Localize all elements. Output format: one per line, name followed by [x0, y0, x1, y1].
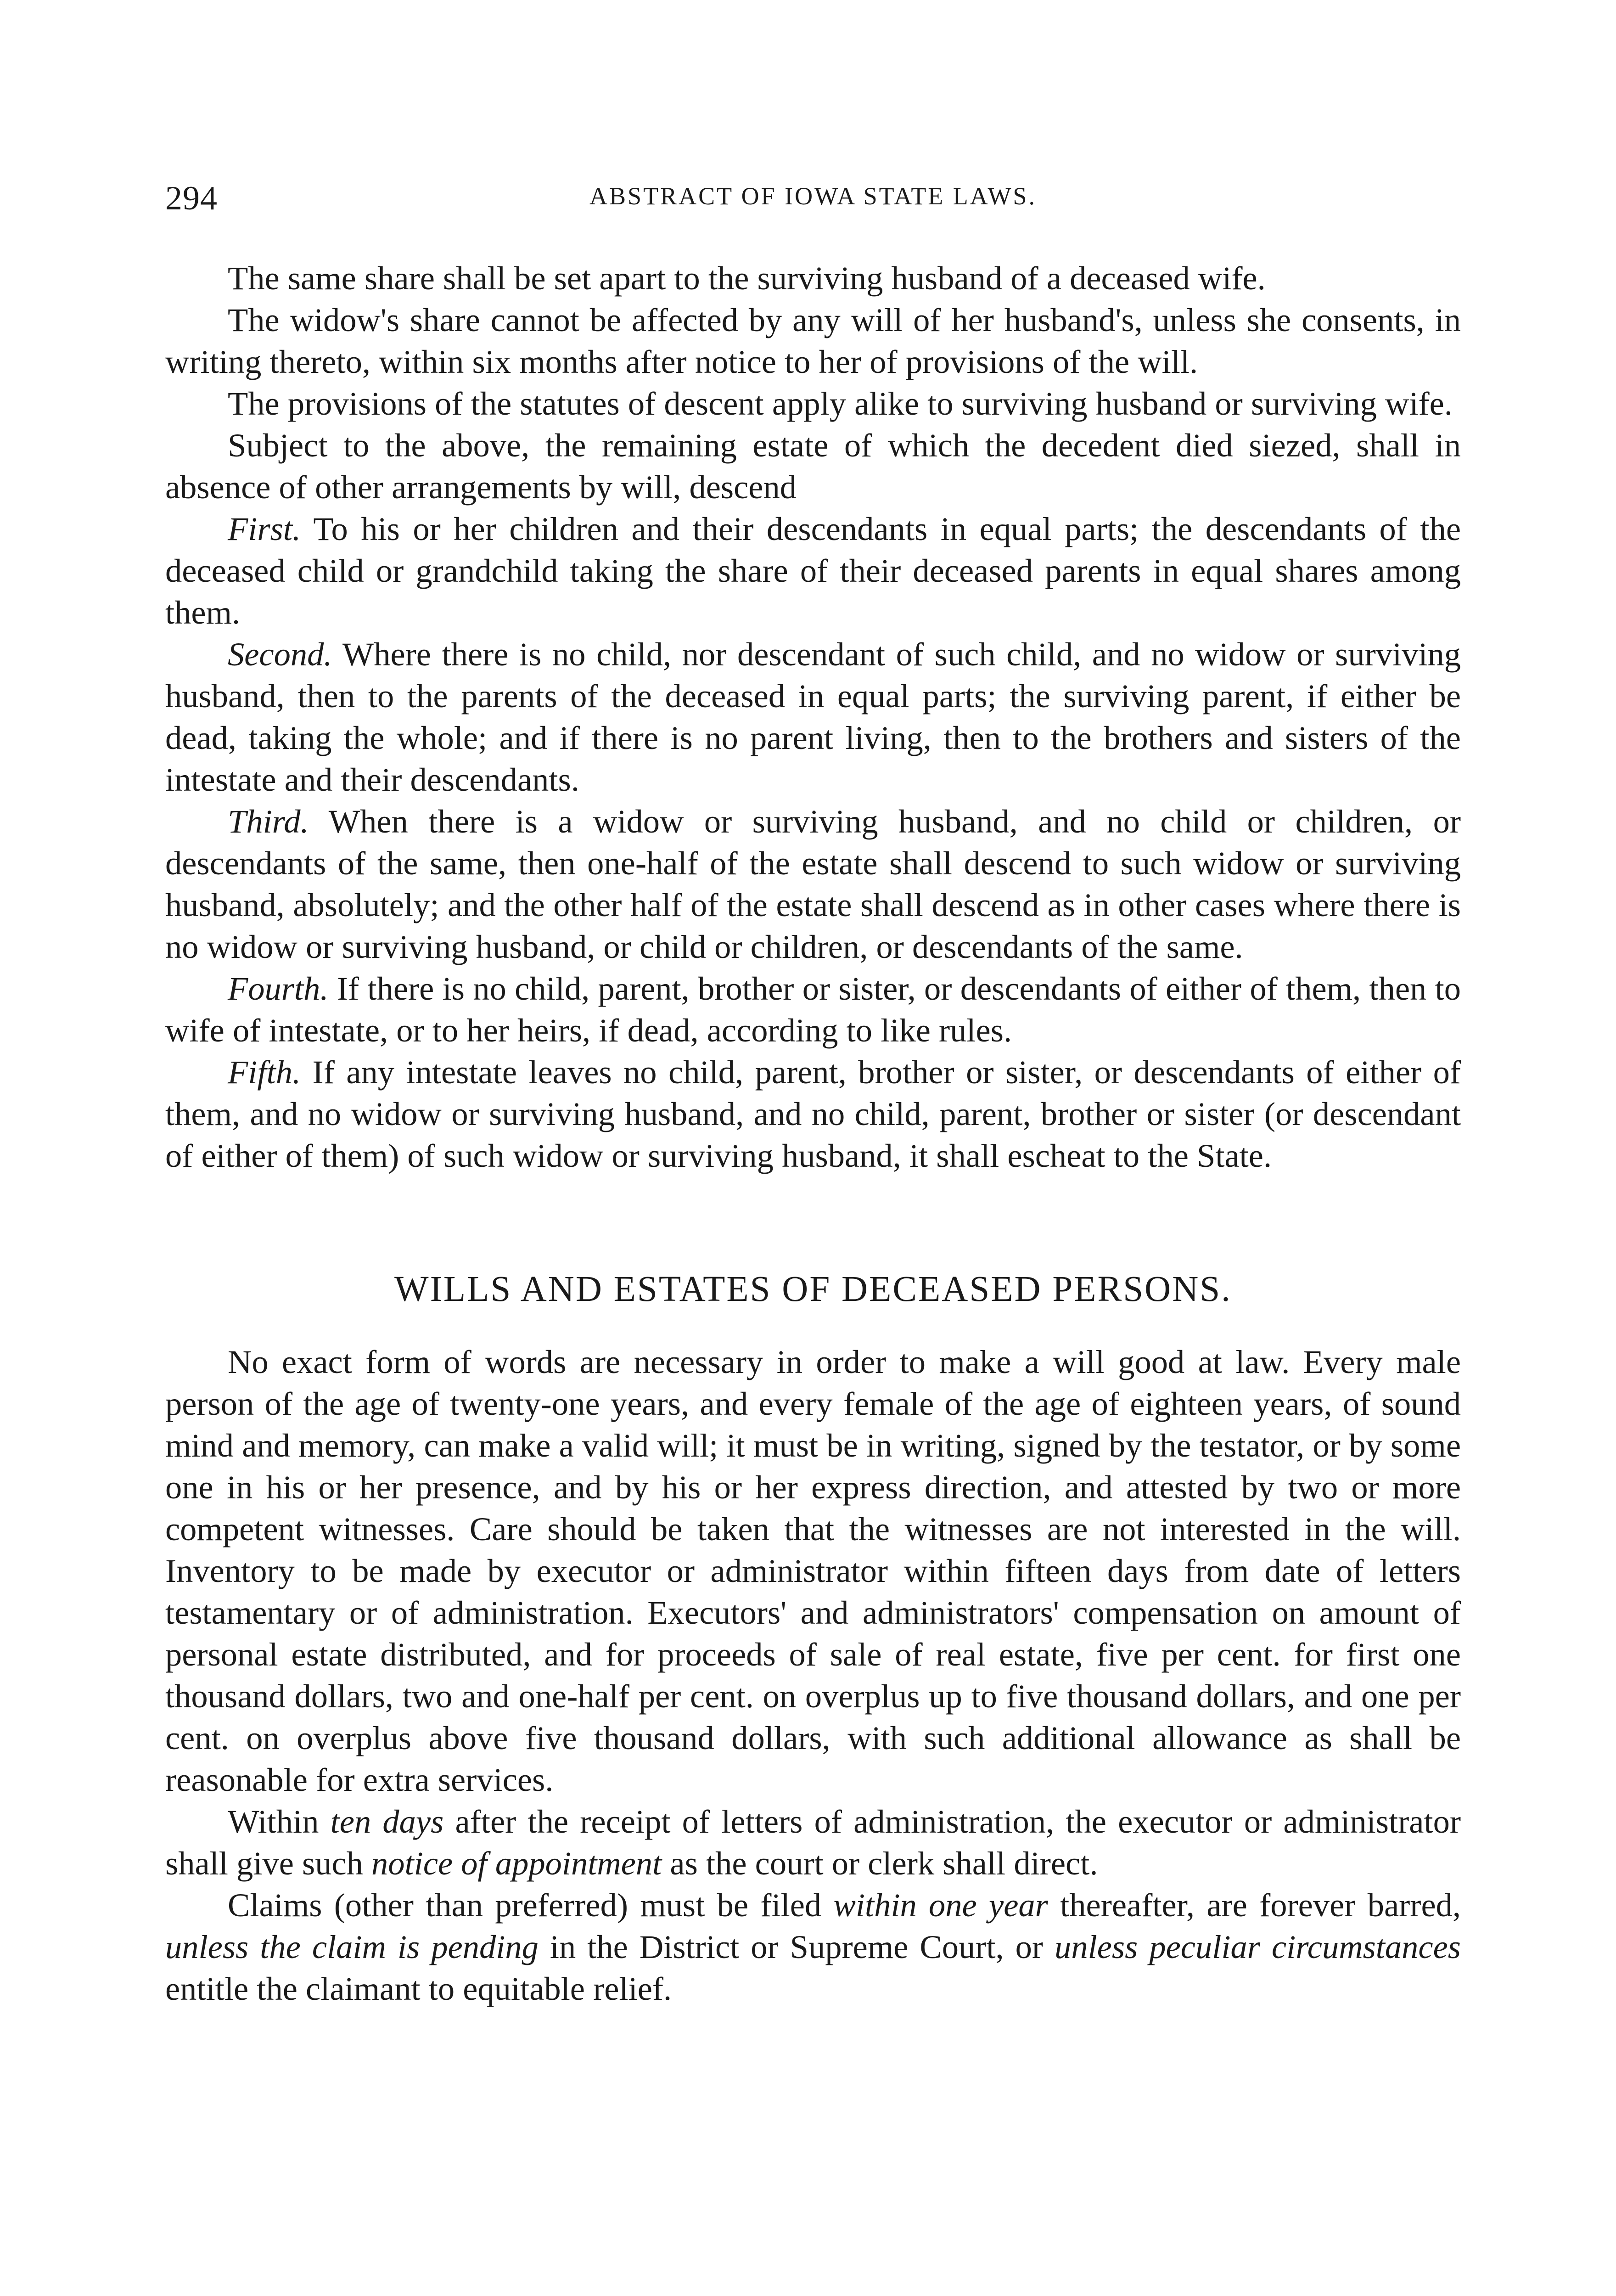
running-head: ABSTRACT OF IOWA STATE LAWS. — [589, 182, 1037, 210]
paragraph-statutes-descent: The provisions of the statutes of descent apply alike to surviving husband or surviving wife. — [228, 385, 1453, 422]
descent-section — [165, 257, 1461, 1176]
paragraph-wills-form: No exact form of words are necessary in order to make a will good at law. Every male person of the age of twenty-one years, and every female of the age of eighteen years, of sound mind and memory, can make a valid will; it must be in writing, signed by the testator, or by some one in his or her presence, and by his or her express direction, and attested by two or more competent witnesses. Care should be taken that the witnesses are not interested in the will. Inventory to be made by executor or administrator within fifteen days from date of letters testamentary or of administration. Executors' and administrators' compensation on amount of personal estate distributed, and for proceeds of sale of real estate, five per cent. for first one thousand dollars, two and one-half per cent. on overplus up to five thousand dollars, and one per cent. on overplus above five thousand dollars, with such additional allowance as shall be reasonable for extra services. — [165, 1343, 1461, 1798]
lead-first: First. — [228, 510, 301, 547]
paragraph-fifth: Fifth. If any intestate leaves no child, parent, brother or sister, or descendants of either of them, and no widow or surviving husband, and no child, parent, brother or sister (or descendant of either of them) of such widow or surviving husband, it shall escheat to the State. — [165, 1053, 1461, 1174]
page-header — [165, 179, 1461, 230]
lead-second: Second. — [228, 636, 332, 673]
paragraph-claims: Claims (other than preferred) must be filed within one year thereafter, are forever barred, unless the claim is pending in the District or Supreme Court, or unless peculiar circumstances entitle the claimant to equitable relief. — [165, 1886, 1461, 2007]
lead-third: Third. — [228, 803, 309, 840]
paragraph-husband-share: The same share shall be set apart to the surviving husband of a deceased wife. — [228, 259, 1266, 297]
paragraph-second: Second. Where there is no child, nor descendant of such child, and no widow or surviving husband, then to the parents of the deceased in equal parts; the surviving parent, if either be dead, taking the whole; and if there is no parent living, then to the brothers and sisters of the intestate and their descendants. — [165, 636, 1461, 798]
page-number: 294 — [165, 180, 218, 217]
paragraph-fourth: Fourth. If there is no child, parent, brother or sister, or descendants of either of them, then to wife of intestate, or to her heirs, if dead, according to like rules. — [165, 970, 1461, 1049]
paragraph-widow-share: The widow's share cannot be affected by any will of her husband's, unless she consents, in writing thereto, within six months after notice to her of provisions of the will. — [165, 301, 1461, 380]
paragraph-remaining-estate: Subject to the above, the remaining estate of which the decedent died siezed, shall in absence of other arrangements by will, descend — [165, 427, 1461, 506]
paragraph-third: Third. When there is a widow or surviving husband, and no child or children, or descendants of the same, then one-half of the estate shall descend to such widow or surviving husband, absolutely; and the other half of the estate shall descend as in other cases where there is no widow or surviving husband, or child or children, or descendants of the same. — [165, 803, 1461, 965]
wills-section — [165, 1341, 1461, 2009]
paragraph-notice-appointment: Within ten days after the receipt of letters of administration, the executor or administrator shall give such notice of appointment as the court or clerk shall direct. — [165, 1803, 1461, 1882]
paragraph-first: First. To his or her children and their descendants in equal parts; the descendants of the deceased child or grandchild taking the share of their deceased parents in equal shares among them. — [165, 510, 1461, 631]
lead-fourth: Fourth. — [228, 970, 329, 1007]
lead-fifth: Fifth. — [228, 1053, 301, 1091]
document-page — [165, 179, 1461, 2009]
section-title-wills: WILLS AND ESTATES OF DECEASED PERSONS. — [394, 1269, 1232, 1309]
